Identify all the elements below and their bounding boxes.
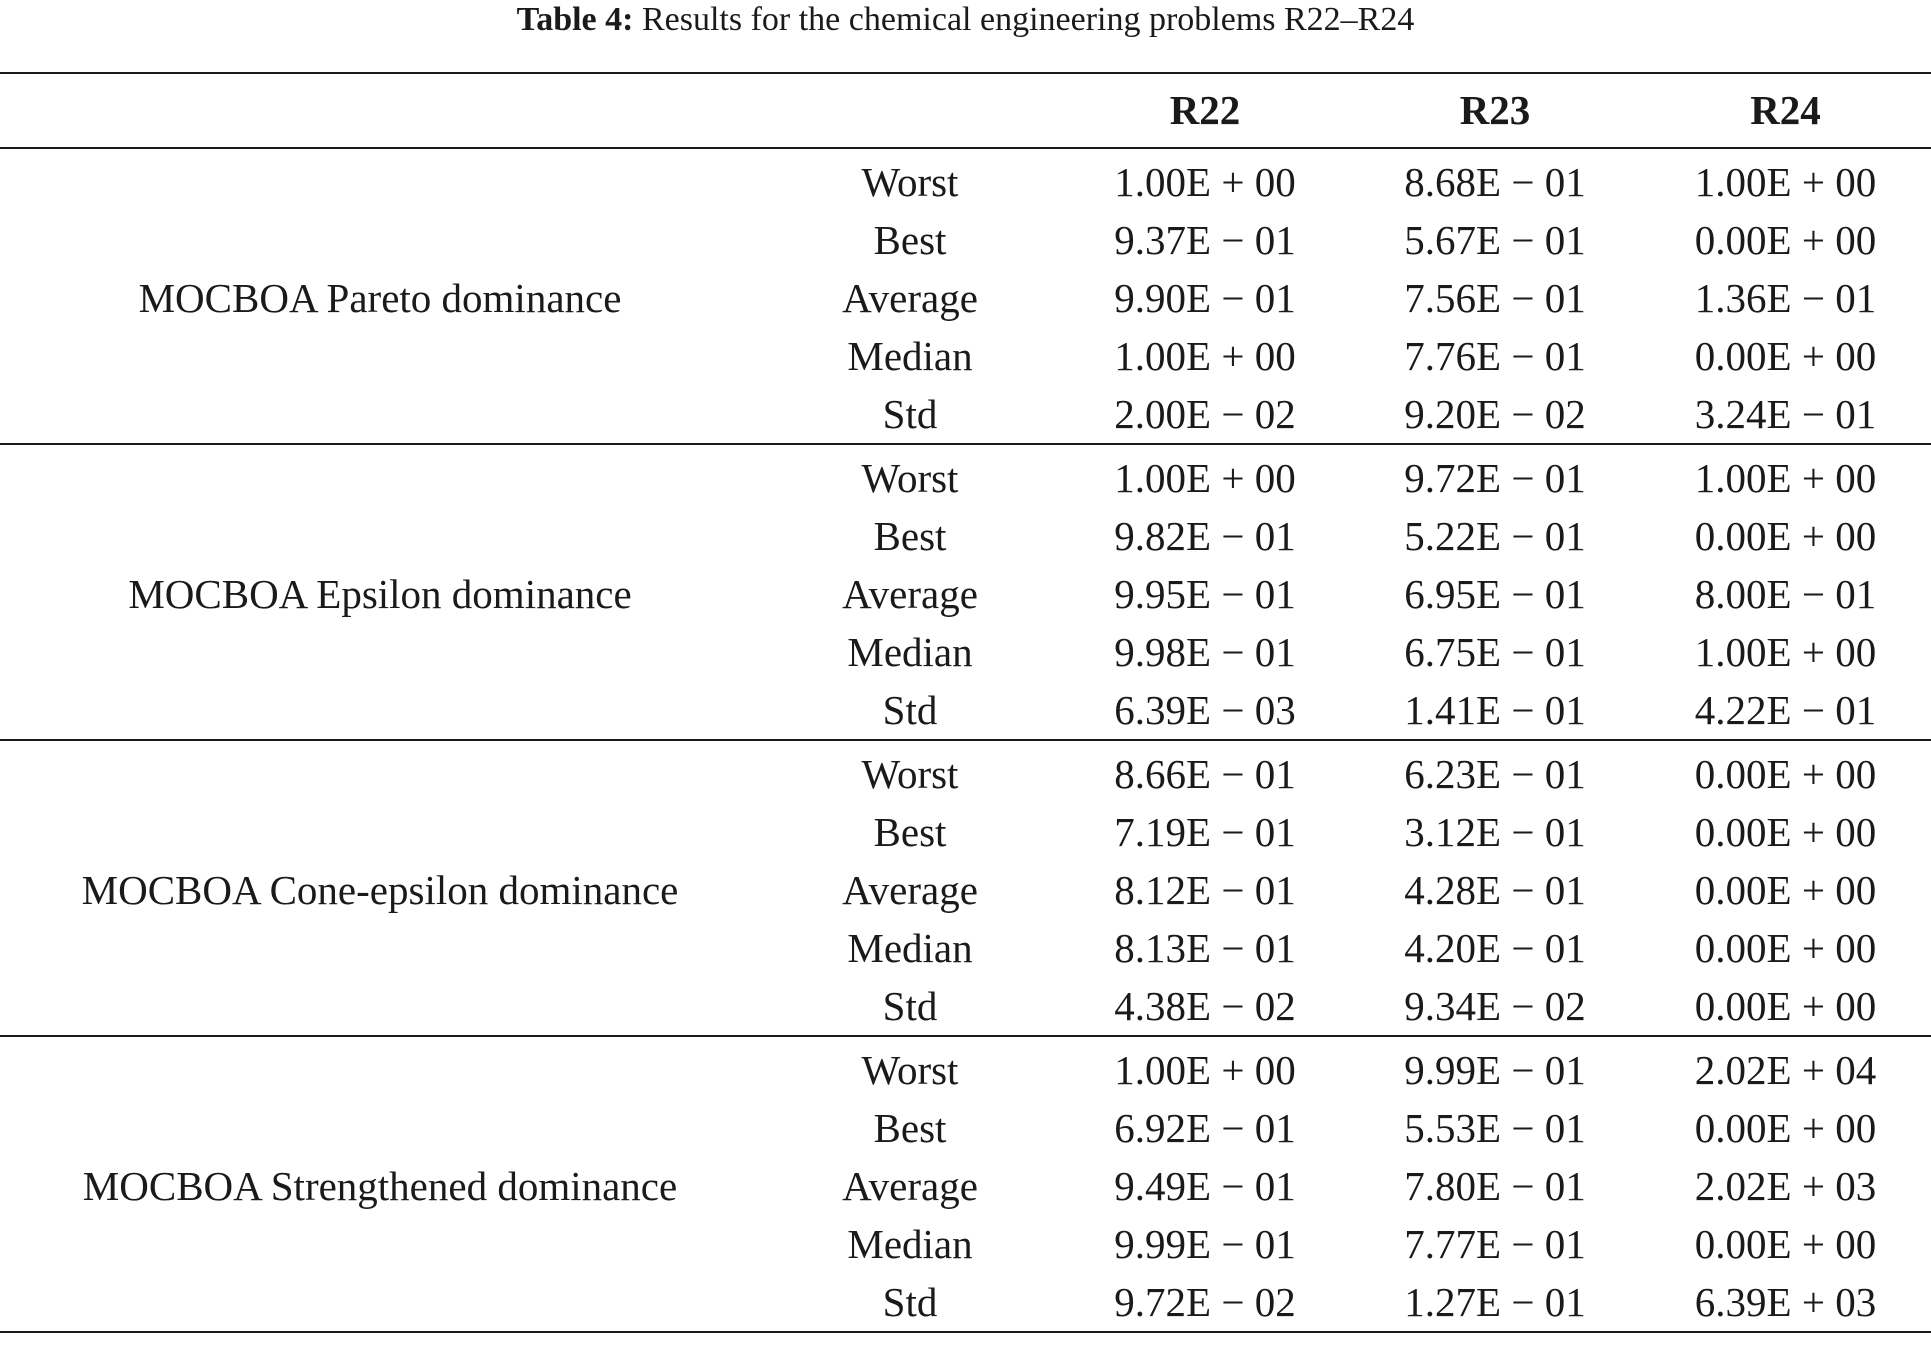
stat-label: Average bbox=[842, 1163, 978, 1209]
cell-r24: 6.39E + 03 bbox=[1694, 1279, 1877, 1325]
cell-r24: 0.00E + 00 bbox=[1694, 809, 1877, 855]
stat-label: Median bbox=[847, 629, 973, 675]
method-group bbox=[0, 444, 1931, 740]
cell-r24: 8.00E − 01 bbox=[1694, 571, 1877, 617]
cell-r22: 9.72E − 02 bbox=[1114, 1279, 1296, 1325]
cell-r22: 6.92E − 01 bbox=[1114, 1105, 1296, 1151]
stat-label: Average bbox=[842, 571, 978, 617]
stat-label: Worst bbox=[861, 455, 959, 501]
cell-r23: 9.99E − 01 bbox=[1404, 1047, 1586, 1093]
cell-r24: 0.00E + 00 bbox=[1694, 983, 1877, 1029]
header-cell-method bbox=[0, 73, 760, 148]
stat-label: Worst bbox=[861, 1047, 959, 1093]
cell-r22: 1.00E + 00 bbox=[1114, 333, 1296, 379]
cell-r23: 6.23E − 01 bbox=[1404, 751, 1586, 797]
method-group bbox=[0, 740, 1931, 1036]
cell-r22: 9.37E − 01 bbox=[1114, 217, 1296, 263]
stat-label: Best bbox=[873, 809, 947, 855]
method-group bbox=[0, 1036, 1931, 1332]
cell-r24: 1.36E − 01 bbox=[1694, 275, 1877, 321]
cell-r23: 5.22E − 01 bbox=[1404, 513, 1586, 559]
caption-label: Table 4: bbox=[516, 1, 634, 38]
cell-r22: 6.39E − 03 bbox=[1114, 687, 1296, 733]
cell-r23: 7.80E − 01 bbox=[1404, 1163, 1586, 1209]
method-name: MOCBOA Epsilon dominance bbox=[128, 571, 632, 617]
header-cell-r24: R24 bbox=[1640, 73, 1931, 148]
cell-r22: 7.19E − 01 bbox=[1114, 809, 1296, 855]
cell-r22: 8.12E − 01 bbox=[1114, 867, 1296, 913]
method-name: MOCBOA Strengthened dominance bbox=[82, 1163, 678, 1209]
method-name: MOCBOA Cone-epsilon dominance bbox=[81, 867, 679, 913]
table-row bbox=[0, 1036, 1931, 1099]
table-row bbox=[0, 740, 1931, 803]
cell-r24: 2.02E + 04 bbox=[1694, 1047, 1877, 1093]
cell-r22: 9.98E − 01 bbox=[1114, 629, 1296, 675]
cell-r23: 9.34E − 02 bbox=[1404, 983, 1586, 1029]
cell-r24: 0.00E + 00 bbox=[1694, 1105, 1877, 1151]
cell-r24: 1.00E + 00 bbox=[1694, 455, 1877, 501]
cell-r24: 0.00E + 00 bbox=[1694, 867, 1877, 913]
cell-r23: 7.77E − 01 bbox=[1404, 1221, 1586, 1267]
cell-r23: 9.20E − 02 bbox=[1404, 391, 1586, 437]
cell-r24: 0.00E + 00 bbox=[1694, 513, 1877, 559]
cell-r22: 1.00E + 00 bbox=[1114, 1047, 1296, 1093]
cell-r23: 8.68E − 01 bbox=[1404, 159, 1586, 205]
cell-r24: 0.00E + 00 bbox=[1694, 925, 1877, 971]
stat-label: Median bbox=[847, 1221, 973, 1267]
cell-r24: 4.22E − 01 bbox=[1694, 687, 1877, 733]
cell-r24: 0.00E + 00 bbox=[1694, 751, 1877, 797]
cell-r24: 0.00E + 00 bbox=[1694, 333, 1877, 379]
cell-r23: 5.53E − 01 bbox=[1404, 1105, 1586, 1151]
stat-label: Best bbox=[873, 217, 947, 263]
cell-r24: 2.02E + 03 bbox=[1694, 1163, 1877, 1209]
stat-label: Std bbox=[882, 687, 938, 733]
cell-r23: 9.72E − 01 bbox=[1404, 455, 1586, 501]
cell-r24: 3.24E − 01 bbox=[1694, 391, 1877, 437]
cell-r23: 1.27E − 01 bbox=[1404, 1279, 1586, 1325]
cell-r22: 9.99E − 01 bbox=[1114, 1221, 1296, 1267]
stat-label: Std bbox=[882, 983, 938, 1029]
table-row bbox=[0, 444, 1931, 507]
cell-r22: 8.66E − 01 bbox=[1114, 751, 1296, 797]
cell-r22: 1.00E + 00 bbox=[1114, 455, 1296, 501]
header-cell-stat bbox=[760, 73, 1060, 148]
caption-text: Results for the chemical engineering problems R22–R24 bbox=[641, 1, 1415, 38]
stat-label: Average bbox=[842, 867, 978, 913]
cell-r23: 4.20E − 01 bbox=[1404, 925, 1586, 971]
stat-label: Std bbox=[882, 1279, 938, 1325]
stat-label: Best bbox=[873, 513, 947, 559]
results-table bbox=[0, 72, 1931, 1333]
method-group bbox=[0, 148, 1931, 444]
cell-r22: 9.95E − 01 bbox=[1114, 571, 1296, 617]
header-cell-r23: R23 bbox=[1350, 73, 1640, 148]
cell-r24: 0.00E + 00 bbox=[1694, 217, 1877, 263]
table-row bbox=[0, 148, 1931, 211]
stat-label: Best bbox=[873, 1105, 947, 1151]
method-name: MOCBOA Pareto dominance bbox=[138, 275, 622, 321]
cell-r23: 1.41E − 01 bbox=[1404, 687, 1586, 733]
cell-r24: 1.00E + 00 bbox=[1694, 629, 1877, 675]
header-row bbox=[0, 73, 1931, 148]
stat-label: Std bbox=[882, 391, 938, 437]
cell-r22: 1.00E + 00 bbox=[1114, 159, 1296, 205]
cell-r23: 4.28E − 01 bbox=[1404, 867, 1586, 913]
stat-label: Median bbox=[847, 333, 973, 379]
cell-r22: 4.38E − 02 bbox=[1114, 983, 1296, 1029]
cell-r24: 1.00E + 00 bbox=[1694, 159, 1877, 205]
cell-r23: 6.75E − 01 bbox=[1404, 629, 1586, 675]
stat-label: Worst bbox=[861, 159, 959, 205]
header-cell-r22: R22 bbox=[1060, 73, 1350, 148]
cell-r23: 3.12E − 01 bbox=[1404, 809, 1586, 855]
cell-r22: 9.82E − 01 bbox=[1114, 513, 1296, 559]
stat-label: Average bbox=[842, 275, 978, 321]
cell-r24: 0.00E + 00 bbox=[1694, 1221, 1877, 1267]
cell-r22: 9.90E − 01 bbox=[1114, 275, 1296, 321]
cell-r23: 5.67E − 01 bbox=[1404, 217, 1586, 263]
cell-r23: 6.95E − 01 bbox=[1404, 571, 1586, 617]
cell-r22: 8.13E − 01 bbox=[1114, 925, 1296, 971]
table-caption bbox=[0, 0, 1931, 40]
stat-label: Median bbox=[847, 925, 973, 971]
cell-r23: 7.56E − 01 bbox=[1404, 275, 1586, 321]
cell-r22: 2.00E − 02 bbox=[1114, 391, 1296, 437]
stat-label: Worst bbox=[861, 751, 959, 797]
cell-r22: 9.49E − 01 bbox=[1114, 1163, 1296, 1209]
cell-r23: 7.76E − 01 bbox=[1404, 333, 1586, 379]
